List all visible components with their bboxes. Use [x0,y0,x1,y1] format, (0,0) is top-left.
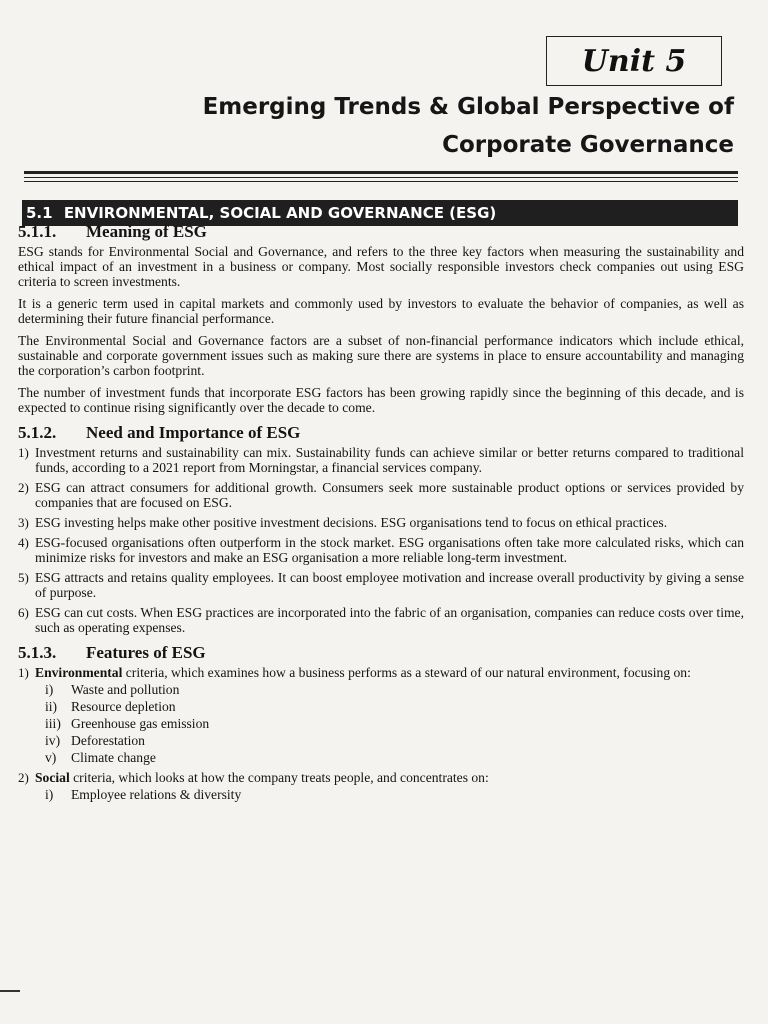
sublist-item [45,733,744,748]
list-number: 2) [18,770,29,785]
paragraph: ESG stands for Environmental Social and Governance, and refers to the three key factors when measuring the sustainability and ethical impact of an investment in a business or company. Most socially responsible investors check companies out using ESG criteria to screen investments. [18,244,744,289]
subsection-heading-meaning [18,222,744,242]
subsection-heading-need [18,423,744,443]
list-item [18,535,744,565]
feature-lead: Environmental [35,665,123,680]
feature-item-environmental [18,665,744,765]
features-list [18,665,744,802]
list-number: 3) [18,515,29,530]
list-item [18,515,744,530]
paragraph: It is a generic term used in capital markets and commonly used by investors to evaluate the behavior of companies, as well as determining their future financial performance. [18,296,744,326]
subsection-title: Meaning of ESG [86,222,207,241]
sublist-item [45,682,744,697]
chapter-title-line-2: Corporate Governance [442,132,734,158]
chapter-title [90,88,734,164]
page-edge-mark [0,990,20,992]
environmental-sublist [35,682,744,765]
sublist-number: iv) [45,733,61,748]
list-item [18,570,744,600]
paragraph: The number of investment funds that incorporate ESG factors has been growing rapidly since the beginning of this decade, and is expected to continue rising significantly over the decade to come. [18,385,744,415]
sublist-number: i) [45,787,54,802]
subsection-title: Features of ESG [86,643,206,662]
sublist-text: Deforestation [71,733,145,748]
subsection-number: 5.1.3. [18,643,57,662]
list-text: Investment returns and sustainability can mix. Sustainability funds can achieve similar or better returns compared to traditional funds, according to a 2021 report from Morningstar, a financial services company. [35,445,744,475]
list-number: 2) [18,480,29,495]
list-number: 5) [18,570,29,585]
list-item [18,480,744,510]
subsection-number: 5.1.2. [18,423,57,442]
sublist-item [45,750,744,765]
feature-text: criteria, which looks at how the company treats people, and concentrates on: [69,770,489,785]
list-number: 1) [18,445,29,460]
sublist-text: Waste and pollution [71,682,180,697]
title-rule-thin-2 [24,181,738,182]
feature-text: criteria, which examines how a business performs as a steward of our natural environment, focusing on: [122,665,691,680]
section-title: ENVIRONMENTAL, SOCIAL AND GOVERNANCE (ESG) [63,204,497,222]
chapter-title-line-1: Emerging Trends & Global Perspective of [202,94,734,120]
list-number: 4) [18,535,29,550]
page-content [18,214,744,808]
importance-list [18,445,744,635]
title-rule-thick [24,171,738,174]
sublist-text: Employee relations & diversity [71,787,242,802]
list-text: ESG can cut costs. When ESG practices are incorporated into the fabric of an organisation, companies can reduce costs over time, such as operating expenses. [35,605,744,635]
subsection-heading-features [18,643,744,663]
feature-item-social [18,770,744,802]
sublist-item [45,716,744,731]
list-text: ESG can attract consumers for additional growth. Consumers seek more sustainable product options or services provided by companies that are focused on ESG. [35,480,744,510]
unit-label: Unit 5 [581,43,687,79]
list-number: 1) [18,665,29,680]
list-number: 6) [18,605,29,620]
social-sublist [35,787,744,802]
list-text: ESG investing helps make other positive investment decisions. ESG organisations tend to focus on ethical practices. [35,515,668,530]
section-number: 5.1 [26,204,53,222]
list-item [18,605,744,635]
sublist-number: v) [45,750,57,765]
list-text: ESG-focused organisations often outperform in the stock market. ESG organisations often take more calculated risks, which can minimize risks for investors and make an ESG organisation a more reliable long-term investment. [35,535,744,565]
subsection-title: Need and Importance of ESG [86,423,301,442]
sublist-text: Greenhouse gas emission [71,716,210,731]
sublist-number: ii) [45,699,58,714]
unit-label-box [546,36,722,86]
sublist-item [45,699,744,714]
list-item [18,445,744,475]
sublist-number: iii) [45,716,61,731]
subsection-number: 5.1.1. [18,222,57,241]
list-text: ESG attracts and retains quality employees. It can boost employee motivation and increase overall productivity by giving a sense of purpose. [35,570,744,600]
sublist-item [45,787,744,802]
sublist-number: i) [45,682,54,697]
title-rule-thin [24,177,738,178]
paragraph: The Environmental Social and Governance factors are a subset of non-financial performance indicators which include ethical, sustainable and corporate government issues such as making sure there are systems in place to ensure accountability and managing the corporation’s carbon footprint. [18,333,744,378]
feature-lead: Social [35,770,70,785]
sublist-text: Resource depletion [71,699,176,714]
sublist-text: Climate change [71,750,156,765]
